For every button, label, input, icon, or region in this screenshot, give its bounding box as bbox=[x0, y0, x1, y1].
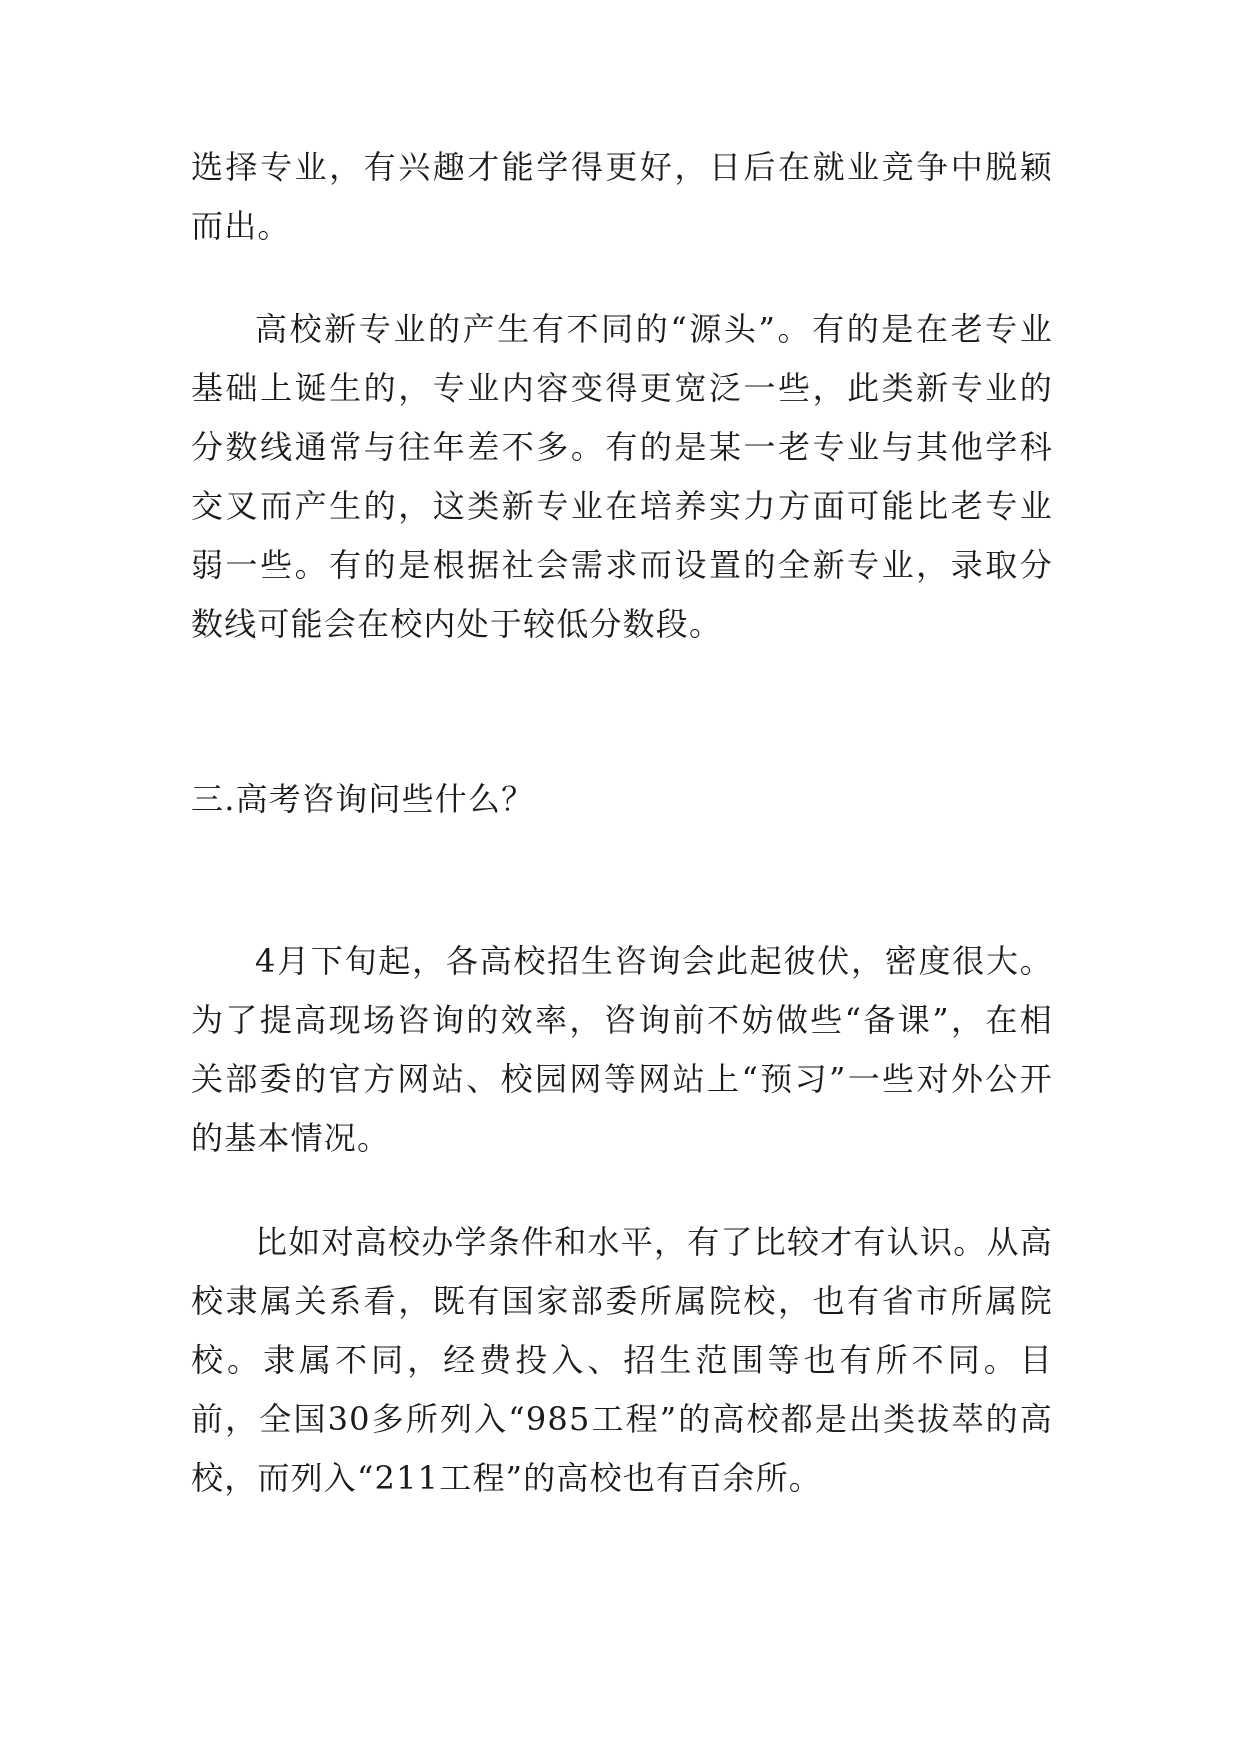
paragraph-school-affiliation: 比如对高校办学条件和水平，有了比较才有认识。从高校隶属关系看，既有国家部委所属院校，也有省市所属院校。隶属不同，经费投入、招生范围等也有所不同。目前，全国30多所列入“985工程”的高校都是出类拔萃的高校，而列入“211工程”的高校也有百余所。 bbox=[191, 1223, 1053, 1497]
paragraph-consultation-prep: 4月下旬起，各高校招生咨询会此起彼伏，密度很大。为了提高现场咨询的效率，咨询前不妨做些“备课”，在相关部委的官方网站、校园网等网站上“预习”一些对外公开的基本情况。 bbox=[191, 942, 1053, 1157]
paragraph-new-majors-origin: 高校新专业的产生有不同的“源头”。有的是在老专业基础上诞生的，专业内容变得更宽泛一些，此类新专业的分数线通常与往年差不多。有的是某一老专业与其他学科交叉而产生的，这类新专业在培养实力方面可能比老专业弱一些。有的是根据社会需求而设置的全新专业，录取分数线可能会在校内处于较低分数段。 bbox=[191, 310, 1053, 643]
section-heading-3: 三.高考咨询问些什么？ bbox=[191, 780, 535, 818]
paragraph-continuation: 选择专业，有兴趣才能学得更好，日后在就业竞争中脱颖而出。 bbox=[191, 148, 1053, 245]
